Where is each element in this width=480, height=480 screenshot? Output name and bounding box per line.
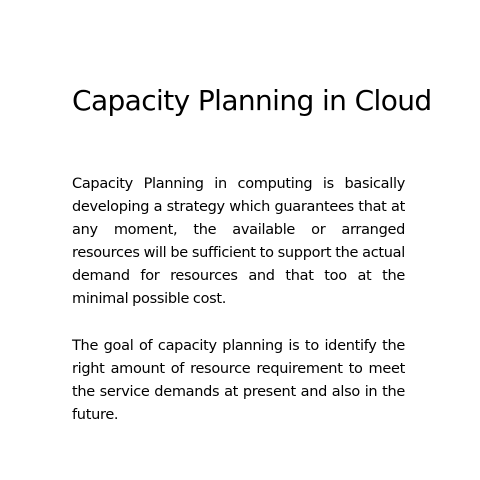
- body-paragraph-goal: The goal of capacity planning is to identify the right amount of resource requirement to meet the service demands at present and also in the future.: [72, 338, 405, 423]
- slide-title: Capacity Planning in Cloud: [72, 84, 432, 117]
- slide-body: [72, 173, 405, 427]
- body-paragraph-definition: Capacity Planning in computing is basically developing a strategy which guarantees that at any moment, the available or arranged resources will be sufficient to support the actual demand for resources and that too at the minimal possible cost.: [72, 176, 405, 307]
